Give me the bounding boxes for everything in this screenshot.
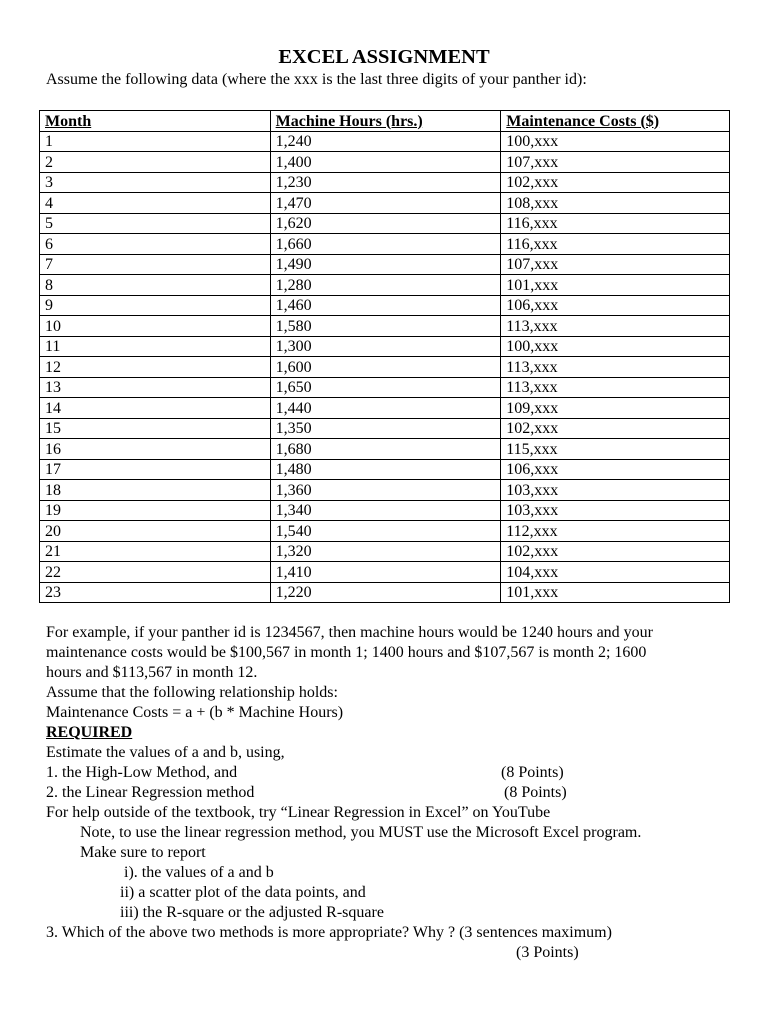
cell-maintenance-costs: 100,xxx <box>501 336 730 357</box>
table-row <box>40 541 730 562</box>
cell-machine-hours: 1,600 <box>270 357 501 378</box>
cell-maintenance-costs: 109,xxx <box>501 398 730 419</box>
cell-machine-hours: 1,580 <box>270 316 501 337</box>
table-row <box>40 582 730 603</box>
cell-machine-hours: 1,490 <box>270 254 501 275</box>
example-text-3: hours and $113,567 in month 12. <box>46 664 258 681</box>
table-row <box>40 418 730 439</box>
table-row <box>40 398 730 419</box>
table-row <box>40 254 730 275</box>
required-heading: REQUIRED <box>46 724 133 741</box>
cell-maintenance-costs: 115,xxx <box>501 439 730 460</box>
table-row <box>40 336 730 357</box>
cell-machine-hours: 1,230 <box>270 172 501 193</box>
cell-maintenance-costs: 116,xxx <box>501 234 730 255</box>
column-header-machine-hours: Machine Hours (hrs.) <box>270 111 501 132</box>
cell-month: 14 <box>40 398 271 419</box>
cell-month: 7 <box>40 254 271 275</box>
table-row <box>40 213 730 234</box>
make-sure-text: Make sure to report <box>80 844 206 861</box>
item-1-text: 1. the High-Low Method, and <box>46 764 238 781</box>
page-title: EXCEL ASSIGNMENT <box>278 46 490 68</box>
cell-machine-hours: 1,360 <box>270 480 501 501</box>
cell-month: 12 <box>40 357 271 378</box>
item-3-text: 3. Which of the above two methods is more appropriate? Why ? (3 sentences maximum) <box>46 924 612 941</box>
cell-maintenance-costs: 102,xxx <box>501 418 730 439</box>
cell-maintenance-costs: 104,xxx <box>501 562 730 583</box>
table-header-row <box>40 111 730 132</box>
cell-machine-hours: 1,350 <box>270 418 501 439</box>
table-row <box>40 562 730 583</box>
intro-text: Assume the following data (where the xxx is the last three digits of your panther id): <box>46 71 587 88</box>
sub-item-iii: iii) the R-square or the adjusted R-square <box>120 904 384 921</box>
cell-maintenance-costs: 103,xxx <box>501 500 730 521</box>
cell-machine-hours: 1,300 <box>270 336 501 357</box>
table-row <box>40 480 730 501</box>
cell-maintenance-costs: 116,xxx <box>501 213 730 234</box>
cell-month: 17 <box>40 459 271 480</box>
cell-month: 13 <box>40 377 271 398</box>
cell-month: 5 <box>40 213 271 234</box>
cell-maintenance-costs: 106,xxx <box>501 459 730 480</box>
cell-month: 15 <box>40 418 271 439</box>
cell-maintenance-costs: 102,xxx <box>501 541 730 562</box>
sub-item-i: i). the values of a and b <box>124 864 274 881</box>
cell-machine-hours: 1,220 <box>270 582 501 603</box>
cell-maintenance-costs: 107,xxx <box>501 152 730 173</box>
table-row <box>40 275 730 296</box>
cell-machine-hours: 1,650 <box>270 377 501 398</box>
help-text: For help outside of the textbook, try “Linear Regression in Excel” on YouTube <box>46 804 551 821</box>
data-table <box>39 110 730 603</box>
column-header-month: Month <box>40 111 271 132</box>
cell-machine-hours: 1,540 <box>270 521 501 542</box>
cell-machine-hours: 1,280 <box>270 275 501 296</box>
cell-maintenance-costs: 113,xxx <box>501 316 730 337</box>
table-row <box>40 131 730 152</box>
cell-machine-hours: 1,320 <box>270 541 501 562</box>
cell-machine-hours: 1,340 <box>270 500 501 521</box>
table-row <box>40 295 730 316</box>
cell-maintenance-costs: 108,xxx <box>501 193 730 214</box>
relationship-text: Assume that the following relationship holds: <box>46 684 338 701</box>
cell-maintenance-costs: 101,xxx <box>501 582 730 603</box>
cell-machine-hours: 1,660 <box>270 234 501 255</box>
estimate-text: Estimate the values of a and b, using, <box>46 744 285 761</box>
cell-maintenance-costs: 103,xxx <box>501 480 730 501</box>
cell-month: 10 <box>40 316 271 337</box>
cell-maintenance-costs: 102,xxx <box>501 172 730 193</box>
cell-month: 11 <box>40 336 271 357</box>
item-1-points: (8 Points) <box>501 764 564 781</box>
instructions <box>46 623 726 963</box>
item-3-points: (3 Points) <box>516 944 579 961</box>
cell-machine-hours: 1,470 <box>270 193 501 214</box>
cell-maintenance-costs: 101,xxx <box>501 275 730 296</box>
item-2-text: 2. the Linear Regression method <box>46 784 255 801</box>
table-row <box>40 234 730 255</box>
cell-month: 21 <box>40 541 271 562</box>
cell-machine-hours: 1,240 <box>270 131 501 152</box>
table-row <box>40 377 730 398</box>
table-row <box>40 316 730 337</box>
cell-maintenance-costs: 112,xxx <box>501 521 730 542</box>
cell-machine-hours: 1,480 <box>270 459 501 480</box>
example-text-1: For example, if your panther id is 1234567, then machine hours would be 1240 hours and your <box>46 624 653 641</box>
item-1 <box>46 763 726 783</box>
cell-maintenance-costs: 100,xxx <box>501 131 730 152</box>
column-header-maintenance-costs: Maintenance Costs ($) <box>501 111 730 132</box>
cell-maintenance-costs: 113,xxx <box>501 377 730 398</box>
table-row <box>40 172 730 193</box>
cell-month: 4 <box>40 193 271 214</box>
table-row <box>40 357 730 378</box>
table-row <box>40 439 730 460</box>
cell-month: 22 <box>40 562 271 583</box>
cell-month: 23 <box>40 582 271 603</box>
cell-month: 2 <box>40 152 271 173</box>
sub-item-ii: ii) a scatter plot of the data points, and <box>120 884 366 901</box>
item-2-points: (8 Points) <box>504 784 567 801</box>
formula-text: Maintenance Costs = a + (b * Machine Hours) <box>46 704 344 721</box>
table-row <box>40 500 730 521</box>
cell-month: 19 <box>40 500 271 521</box>
cell-month: 16 <box>40 439 271 460</box>
cell-month: 3 <box>40 172 271 193</box>
cell-machine-hours: 1,680 <box>270 439 501 460</box>
item-2 <box>46 783 726 803</box>
cell-machine-hours: 1,440 <box>270 398 501 419</box>
cell-month: 1 <box>40 131 271 152</box>
cell-maintenance-costs: 107,xxx <box>501 254 730 275</box>
table-row <box>40 521 730 542</box>
table-row <box>40 193 730 214</box>
cell-machine-hours: 1,620 <box>270 213 501 234</box>
cell-month: 8 <box>40 275 271 296</box>
cell-maintenance-costs: 113,xxx <box>501 357 730 378</box>
table-row <box>40 459 730 480</box>
cell-month: 9 <box>40 295 271 316</box>
cell-machine-hours: 1,460 <box>270 295 501 316</box>
table-row <box>40 152 730 173</box>
item-3-points-line <box>46 943 726 963</box>
cell-machine-hours: 1,400 <box>270 152 501 173</box>
cell-month: 18 <box>40 480 271 501</box>
cell-machine-hours: 1,410 <box>270 562 501 583</box>
table-body <box>40 131 730 603</box>
cell-month: 6 <box>40 234 271 255</box>
cell-maintenance-costs: 106,xxx <box>501 295 730 316</box>
example-text-2: maintenance costs would be $100,567 in month 1; 1400 hours and $107,567 is month 2; 1600 <box>46 644 647 661</box>
note-text: Note, to use the linear regression method, you MUST use the Microsoft Excel program. <box>80 824 642 841</box>
cell-month: 20 <box>40 521 271 542</box>
